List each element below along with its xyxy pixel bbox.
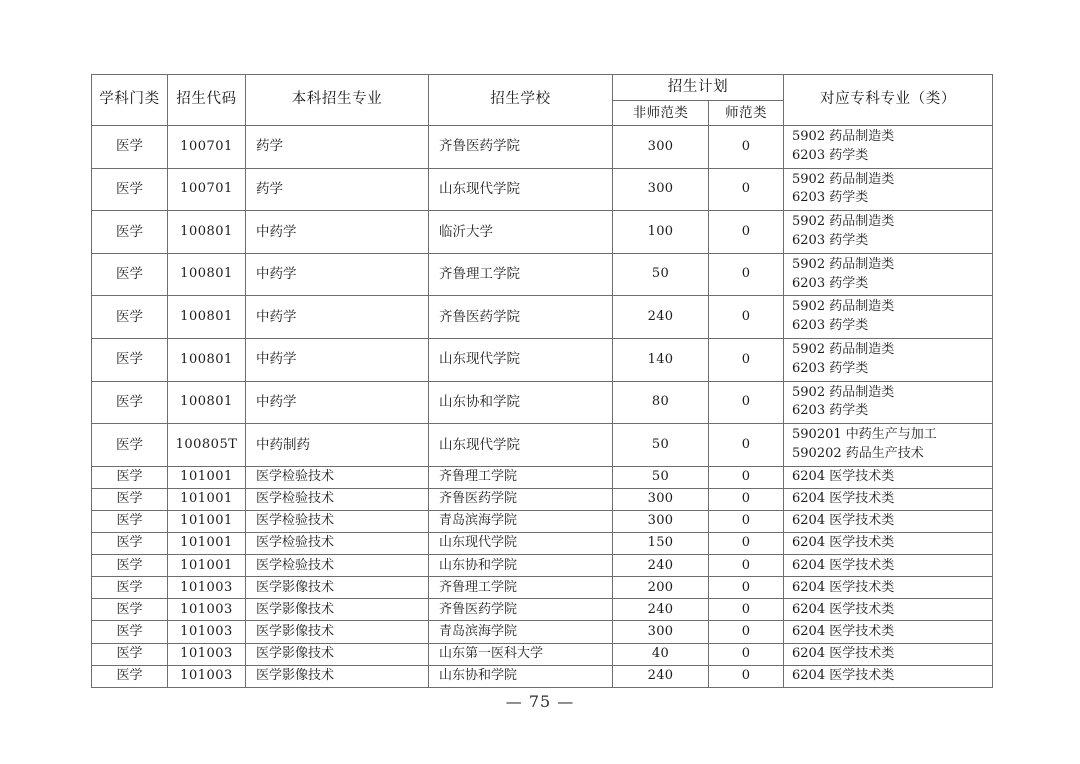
cell-non-normal-count: 150 — [613, 533, 709, 555]
cell-school: 青岛滨海学院 — [429, 510, 613, 532]
cell-school: 山东第一医科大学 — [429, 643, 613, 665]
cell-non-normal-count: 50 — [613, 253, 709, 296]
cell-vocational-majors — [784, 466, 993, 488]
cell-normal-count: 0 — [709, 424, 784, 467]
vocational-major-line: 6204 医学技术类 — [792, 535, 895, 551]
cell-major: 医学检验技术 — [246, 533, 429, 555]
vocational-major-line: 6203 药学类 — [792, 147, 869, 163]
table-row — [92, 466, 993, 488]
cell-vocational-majors — [784, 555, 993, 577]
cell-non-normal-count: 300 — [613, 126, 709, 169]
cell-code: 100701 — [168, 126, 246, 169]
column-header-code: 招生代码 — [168, 75, 246, 126]
cell-category: 医学 — [92, 296, 168, 339]
cell-normal-count: 0 — [709, 533, 784, 555]
table-row — [92, 338, 993, 381]
cell-category: 医学 — [92, 488, 168, 510]
cell-non-normal-count: 300 — [613, 510, 709, 532]
cell-school: 山东协和学院 — [429, 555, 613, 577]
page-number: — 75 — — [505, 692, 575, 711]
table-row — [92, 555, 993, 577]
cell-vocational-majors — [784, 338, 993, 381]
cell-category: 医学 — [92, 665, 168, 687]
column-header-plan-group: 招生计划 — [613, 75, 784, 101]
cell-major: 医学检验技术 — [246, 466, 429, 488]
cell-normal-count: 0 — [709, 296, 784, 339]
cell-normal-count: 0 — [709, 599, 784, 621]
table-row — [92, 577, 993, 599]
cell-category: 医学 — [92, 621, 168, 643]
cell-code: 100801 — [168, 211, 246, 254]
cell-category: 医学 — [92, 555, 168, 577]
cell-code: 101001 — [168, 466, 246, 488]
cell-vocational-majors — [784, 599, 993, 621]
cell-code: 101003 — [168, 599, 246, 621]
cell-school: 齐鲁理工学院 — [429, 577, 613, 599]
column-header-category: 学科门类 — [92, 75, 168, 126]
cell-school: 齐鲁理工学院 — [429, 253, 613, 296]
cell-normal-count: 0 — [709, 510, 784, 532]
cell-school: 临沂大学 — [429, 211, 613, 254]
cell-normal-count: 0 — [709, 126, 784, 169]
cell-school: 山东现代学院 — [429, 168, 613, 211]
cell-major: 中药学 — [246, 381, 429, 424]
vocational-major-line: 6204 医学技术类 — [792, 601, 895, 617]
cell-code: 101003 — [168, 621, 246, 643]
cell-code: 101001 — [168, 510, 246, 532]
cell-major: 中药学 — [246, 211, 429, 254]
vocational-major-line: 5902 药品制造类 — [792, 341, 895, 357]
cell-category: 医学 — [92, 643, 168, 665]
vocational-major-line: 5902 药品制造类 — [792, 214, 895, 230]
table-row — [92, 381, 993, 424]
cell-non-normal-count: 240 — [613, 665, 709, 687]
cell-major: 中药学 — [246, 338, 429, 381]
cell-code: 100801 — [168, 253, 246, 296]
table-row — [92, 211, 993, 254]
cell-non-normal-count: 240 — [613, 296, 709, 339]
cell-school: 齐鲁医药学院 — [429, 599, 613, 621]
cell-code: 101001 — [168, 533, 246, 555]
vocational-major-line: 6204 医学技术类 — [792, 513, 895, 529]
cell-vocational-majors — [784, 621, 993, 643]
table-header — [92, 75, 993, 126]
cell-vocational-majors — [784, 296, 993, 339]
cell-code: 100801 — [168, 296, 246, 339]
cell-normal-count: 0 — [709, 577, 784, 599]
cell-vocational-majors — [784, 510, 993, 532]
cell-vocational-majors — [784, 533, 993, 555]
cell-non-normal-count: 300 — [613, 621, 709, 643]
cell-category: 医学 — [92, 599, 168, 621]
cell-non-normal-count: 240 — [613, 555, 709, 577]
cell-school: 青岛滨海学院 — [429, 621, 613, 643]
cell-major: 中药学 — [246, 253, 429, 296]
cell-school: 齐鲁医药学院 — [429, 488, 613, 510]
cell-code: 101001 — [168, 488, 246, 510]
cell-major: 中药学 — [246, 296, 429, 339]
cell-vocational-majors — [784, 126, 993, 169]
vocational-major-line: 6204 医学技术类 — [792, 623, 895, 639]
cell-normal-count: 0 — [709, 466, 784, 488]
cell-category: 医学 — [92, 168, 168, 211]
cell-non-normal-count: 200 — [613, 577, 709, 599]
vocational-major-line: 6204 医学技术类 — [792, 469, 895, 485]
vocational-major-line: 5902 药品制造类 — [792, 128, 895, 144]
vocational-major-line: 6204 医学技术类 — [792, 491, 895, 507]
cell-non-normal-count: 50 — [613, 424, 709, 467]
cell-school: 山东现代学院 — [429, 533, 613, 555]
vocational-major-line: 6203 药学类 — [792, 275, 869, 291]
cell-category: 医学 — [92, 466, 168, 488]
table-row — [92, 488, 993, 510]
cell-normal-count: 0 — [709, 211, 784, 254]
cell-normal-count: 0 — [709, 381, 784, 424]
vocational-major-line: 6203 药学类 — [792, 318, 869, 334]
cell-major: 药学 — [246, 168, 429, 211]
cell-non-normal-count: 40 — [613, 643, 709, 665]
cell-vocational-majors — [784, 577, 993, 599]
cell-category: 医学 — [92, 577, 168, 599]
vocational-major-line: 6204 医学技术类 — [792, 667, 895, 683]
cell-major: 医学检验技术 — [246, 488, 429, 510]
vocational-major-line: 6204 医学技术类 — [792, 579, 895, 595]
table-row — [92, 168, 993, 211]
cell-major: 医学影像技术 — [246, 577, 429, 599]
cell-category: 医学 — [92, 533, 168, 555]
cell-major: 医学影像技术 — [246, 643, 429, 665]
cell-normal-count: 0 — [709, 338, 784, 381]
cell-non-normal-count: 100 — [613, 211, 709, 254]
vocational-major-line: 590201 中药生产与加工 — [792, 427, 937, 443]
column-header-vocational: 对应专科专业（类） — [784, 75, 993, 126]
cell-non-normal-count: 80 — [613, 381, 709, 424]
cell-normal-count: 0 — [709, 665, 784, 687]
table-row — [92, 424, 993, 467]
cell-vocational-majors — [784, 665, 993, 687]
table-body — [92, 126, 993, 688]
cell-vocational-majors — [784, 488, 993, 510]
cell-major: 医学影像技术 — [246, 665, 429, 687]
cell-category: 医学 — [92, 424, 168, 467]
vocational-major-line: 6204 医学技术类 — [792, 557, 895, 573]
table-row — [92, 126, 993, 169]
column-header-non-normal: 非师范类 — [613, 101, 709, 126]
cell-category: 医学 — [92, 126, 168, 169]
cell-major: 中药制药 — [246, 424, 429, 467]
cell-school: 齐鲁理工学院 — [429, 466, 613, 488]
table-row — [92, 643, 993, 665]
cell-non-normal-count: 300 — [613, 168, 709, 211]
cell-major: 医学检验技术 — [246, 555, 429, 577]
cell-code: 101001 — [168, 555, 246, 577]
cell-code: 101003 — [168, 665, 246, 687]
cell-category: 医学 — [92, 338, 168, 381]
cell-code: 100801 — [168, 381, 246, 424]
cell-normal-count: 0 — [709, 168, 784, 211]
vocational-major-line: 5902 药品制造类 — [792, 384, 895, 400]
vocational-major-line: 6204 医学技术类 — [792, 645, 895, 661]
cell-normal-count: 0 — [709, 643, 784, 665]
table-row — [92, 621, 993, 643]
table-row — [92, 253, 993, 296]
vocational-major-line: 5902 药品制造类 — [792, 256, 895, 272]
cell-school: 山东现代学院 — [429, 424, 613, 467]
column-header-major: 本科招生专业 — [246, 75, 429, 126]
cell-non-normal-count: 50 — [613, 466, 709, 488]
enrollment-plan-table — [91, 74, 993, 688]
cell-vocational-majors — [784, 168, 993, 211]
table-row — [92, 533, 993, 555]
cell-code: 100701 — [168, 168, 246, 211]
cell-vocational-majors — [784, 253, 993, 296]
table-row — [92, 665, 993, 687]
cell-school: 山东现代学院 — [429, 338, 613, 381]
cell-school: 山东协和学院 — [429, 381, 613, 424]
cell-non-normal-count: 300 — [613, 488, 709, 510]
cell-code: 101003 — [168, 643, 246, 665]
vocational-major-line: 5902 药品制造类 — [792, 299, 895, 315]
cell-normal-count: 0 — [709, 621, 784, 643]
cell-vocational-majors — [784, 643, 993, 665]
cell-normal-count: 0 — [709, 555, 784, 577]
cell-non-normal-count: 140 — [613, 338, 709, 381]
cell-school: 齐鲁医药学院 — [429, 126, 613, 169]
cell-category: 医学 — [92, 211, 168, 254]
cell-major: 医学影像技术 — [246, 599, 429, 621]
cell-normal-count: 0 — [709, 253, 784, 296]
column-header-school: 招生学校 — [429, 75, 613, 126]
cell-code: 100801 — [168, 338, 246, 381]
vocational-major-line: 6203 药学类 — [792, 360, 869, 376]
cell-vocational-majors — [784, 381, 993, 424]
cell-code: 101003 — [168, 577, 246, 599]
cell-vocational-majors — [784, 211, 993, 254]
enrollment-plan-table-container — [91, 74, 992, 688]
cell-vocational-majors — [784, 424, 993, 467]
vocational-major-line: 6203 药学类 — [792, 190, 869, 206]
cell-major: 医学影像技术 — [246, 621, 429, 643]
table-row — [92, 599, 993, 621]
cell-category: 医学 — [92, 510, 168, 532]
vocational-major-line: 5902 药品制造类 — [792, 171, 895, 187]
cell-major: 医学检验技术 — [246, 510, 429, 532]
vocational-major-line: 590202 药品生产技术 — [792, 445, 924, 461]
vocational-major-line: 6203 药学类 — [792, 403, 869, 419]
table-header-row-primary — [92, 75, 993, 101]
cell-school: 齐鲁医药学院 — [429, 296, 613, 339]
cell-code: 100805T — [168, 424, 246, 467]
cell-major: 药学 — [246, 126, 429, 169]
vocational-major-line: 6203 药学类 — [792, 232, 869, 248]
cell-normal-count: 0 — [709, 488, 784, 510]
table-row — [92, 296, 993, 339]
column-header-normal: 师范类 — [709, 101, 784, 126]
cell-category: 医学 — [92, 253, 168, 296]
table-row — [92, 510, 993, 532]
cell-category: 医学 — [92, 381, 168, 424]
cell-non-normal-count: 240 — [613, 599, 709, 621]
cell-school: 山东协和学院 — [429, 665, 613, 687]
